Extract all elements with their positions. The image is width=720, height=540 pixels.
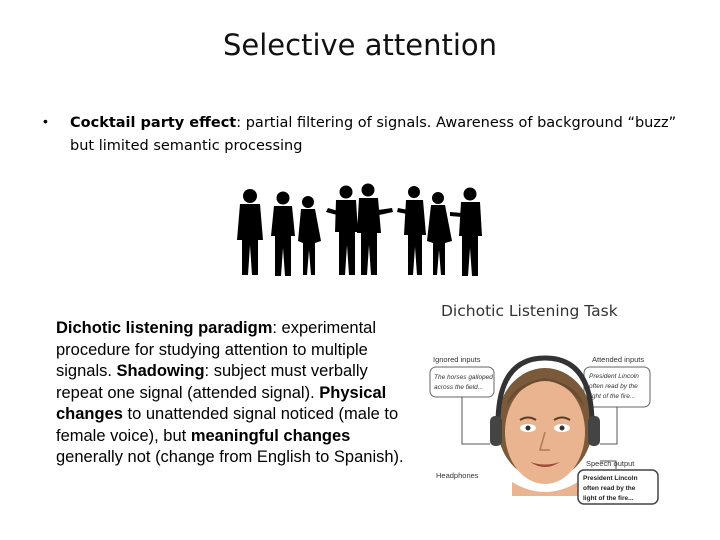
attended-connector <box>600 407 617 444</box>
silhouette-person-5 <box>357 184 393 276</box>
para-term-shadowing: Shadowing <box>116 362 205 380</box>
ignored-bubble <box>430 367 494 397</box>
silhouette-person-7 <box>427 192 452 275</box>
ignored-bubble-line-2: across the field... <box>434 384 484 391</box>
para-term-physical: Physical changes <box>56 383 387 423</box>
speech-bubble-line-1: President Lincoln <box>583 475 638 482</box>
ignored-connector <box>462 397 490 444</box>
para-term-dichotic: Dichotic listening paradigm <box>56 319 273 337</box>
speech-bubble-line-2: often read by the <box>583 485 636 492</box>
silhouette-person-1 <box>237 189 263 275</box>
silhouette-person-2 <box>271 192 295 277</box>
headphones-label: Headphones <box>436 471 479 480</box>
bullet-body: : partial filtering of signals. Awareness of background “buzz” but limited semantic processing <box>70 115 677 154</box>
diagram-title: Dichotic Listening Task <box>441 302 618 320</box>
speech-output-label: Speech output <box>586 459 635 468</box>
ignored-bubble-line-1: The horses galloped <box>434 374 493 381</box>
para-term-meaningful: meaningful changes <box>190 426 351 445</box>
silhouette-person-8 <box>450 188 482 277</box>
speech-bubble-line-3: light of the fire... <box>583 495 634 502</box>
attended-bubble-line-1: President Lincoln <box>589 373 639 380</box>
cocktail-party-silhouettes <box>228 180 490 280</box>
para-text-1: : experimental procedure for studying attention to multiple signals. <box>56 319 377 380</box>
attended-bubble-line-3: light of the fire... <box>589 393 636 400</box>
para-text-2: : subject must verbally repeat one signal (attended signal). <box>56 362 368 402</box>
ignored-inputs-label: Ignored inputs <box>433 355 481 364</box>
attended-bubble-line-2: often read by the <box>589 383 638 390</box>
bullet-marker: • <box>43 113 48 129</box>
attended-inputs-label: Attended inputs <box>592 355 645 364</box>
dichotic-listening-diagram <box>428 296 664 506</box>
bullet-text <box>70 112 690 158</box>
dichotic-paragraph <box>56 318 406 469</box>
silhouette-person-3 <box>298 196 321 275</box>
silhouette-person-4 <box>326 186 358 276</box>
slide-title: Selective attention <box>222 28 498 62</box>
para-text-3: to unattended signal noticed (male to female voice), but <box>56 405 399 445</box>
para-text-4: generally not (change from English to Spanish). <box>56 448 404 466</box>
bullet-term: Cocktail party effect <box>70 115 237 131</box>
silhouette-person-6 <box>397 186 426 275</box>
